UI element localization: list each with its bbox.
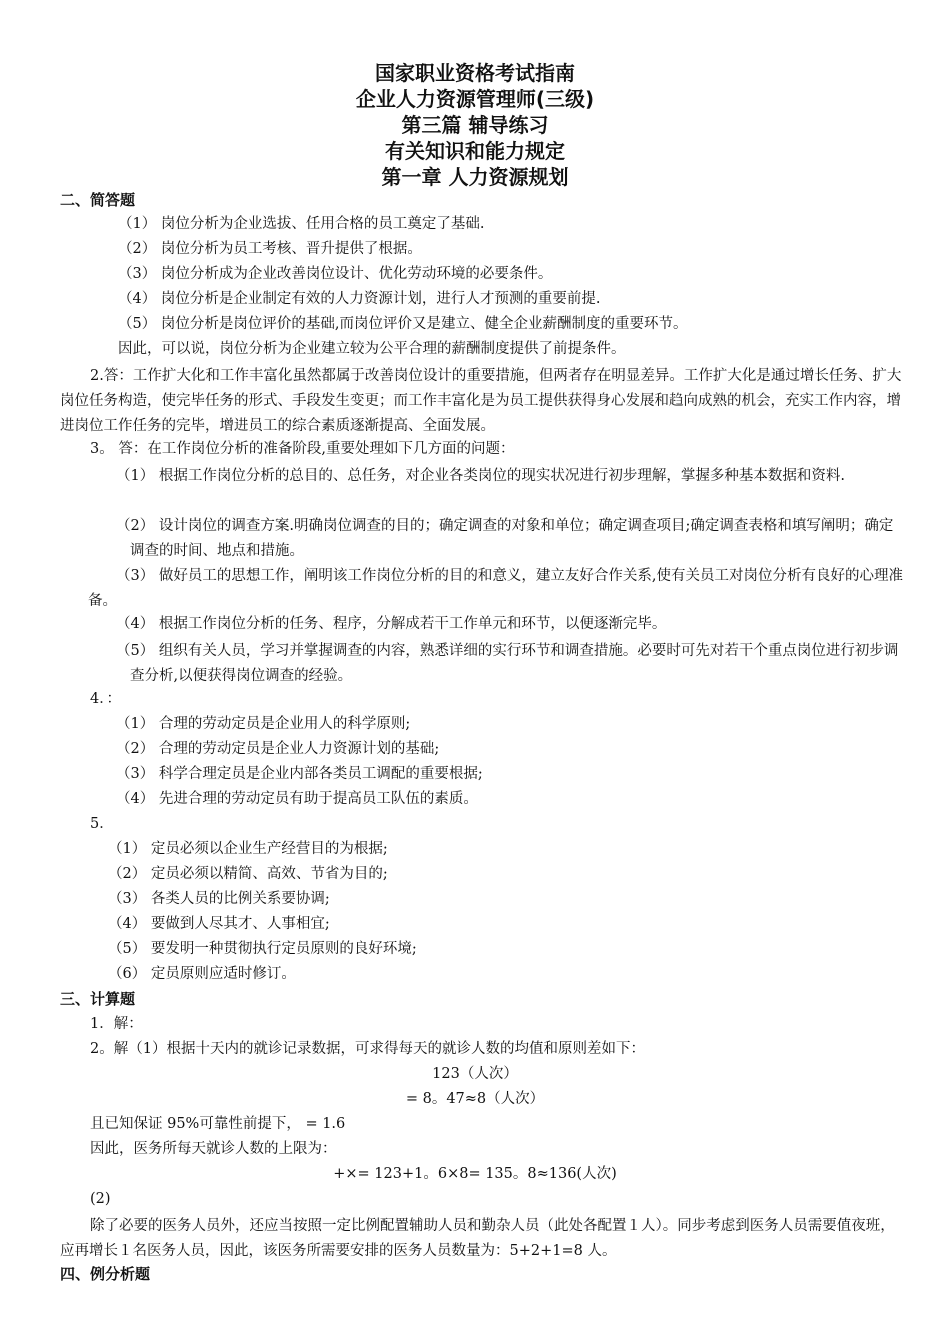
doc-subtitle: 企业人力资源管理师(三级) (355, 87, 595, 111)
chapter-title: 第一章 人力资源规划 (381, 165, 569, 189)
paragraph: 且已知保证 95%可靠性前提下， = 1.6 (90, 1116, 346, 1132)
list-item: （2） 合理的劳动定员是企业人力资源计划的基础; (116, 741, 440, 757)
paragraph: 3。 答：在工作岗位分析的准备阶段,重要处理如下几方面的问题： (90, 441, 515, 457)
formula: +×= 123+1。6×8= 135。8≈136(人次) (333, 1166, 617, 1182)
list-item: （1） 合理的劳动定员是企业用人的科学原则; (116, 716, 411, 732)
list-item: （5） 组织有关人员，学习并掌握调查的内容，熟悉详细的实行环节和调查措施。必要时可先对若干个重点岗位进行初步调查分析,以便获得岗位调查的经验。 (116, 643, 899, 684)
list-item: （1） 定员必须以企业生产经营目的为根据; (108, 841, 388, 857)
list-item: （1） 根据工作岗位分析的总目的、总任务，对企业各类岗位的现实状况进行初步理解，掌握多种基本数据和资料. (116, 468, 845, 484)
list-item: （3） 做好员工的思想工作，阐明该工作岗位分析的目的和意义，建立友好合作关系,使有关员工对岗位分析有良好的心理准备。 (88, 568, 903, 609)
list-item: （5） 要发明一种贯彻执行定员原则的良好环境; (108, 941, 417, 957)
list-item: （4） 先进合理的劳动定员有助于提高员工队伍的素质。 (116, 791, 478, 807)
list-item: （1） 岗位分析为企业选拔、任用合格的员工奠定了基础. (118, 216, 485, 232)
part-title: 第三篇 辅导练习 (401, 113, 549, 137)
doc-title: 国家职业资格考试指南 (375, 61, 575, 85)
list-item: （2） 定员必须以精简、高效、节省为目的; (108, 866, 388, 882)
section-heading-short-answer: 二、简答题 (60, 191, 136, 209)
formula: 123（人次） (432, 1066, 518, 1082)
list-item: （2） 岗位分析为员工考核、晋升提供了根据。 (118, 241, 422, 257)
list-item: （5） 岗位分析是岗位评价的基础,而岗位评价又是建立、健全企业薪酬制度的重要环节。 (118, 316, 688, 332)
list-item: （3） 科学合理定员是企业内部各类员工调配的重要根据; (116, 766, 483, 782)
list-item: （4） 岗位分析是企业制定有效的人力资源计划，进行人才预测的重要前提. (118, 291, 601, 307)
paragraph: 1．解： (90, 1016, 143, 1032)
paragraph: 2.答：工作扩大化和工作丰富化虽然都属于改善岗位设计的重要措施，但两者存在明显差异。工作扩大化是通过增长任务、扩大岗位任务构造，使完毕任务的形式、手段发生变更；而工作丰富化是为员工提供获得身心发展和趋向成熟的机会，充实工作内容，增进岗位工作任务的完毕，增进员工的综合素质逐渐提高、全面发展。 (60, 368, 902, 434)
paragraph: 除了必要的医务人员外，还应当按照一定比例配置辅助人员和勤杂人员（此处各配置１人）。同步考虑到医务人员需要值夜班，应再增长１名医务人员，因此，该医务所需要安排的医务人员数量为：5+2+1=8 人。 (60, 1218, 895, 1259)
paragraph: (2) (90, 1191, 111, 1207)
section-heading-calculation: 三、计算题 (60, 990, 136, 1008)
list-item: （3） 岗位分析成为企业改善岗位设计、优化劳动环境的必要条件。 (118, 266, 553, 282)
paragraph: 4．： (90, 691, 121, 707)
paragraph: 5． (90, 816, 114, 832)
section-heading-case-analysis: 四、例分析题 (60, 1265, 151, 1283)
formula: = 8。47≈8（人次） (405, 1091, 545, 1107)
paragraph: 2。解（1）根据十天内的就诊记录数据，可求得每天的就诊人数的均值和原则差如下： (90, 1041, 645, 1057)
list-item: （6） 定员原则应适时修订。 (108, 966, 296, 982)
section-title: 有关知识和能力规定 (385, 139, 565, 163)
paragraph: 因此，可以说，岗位分析为企业建立较为公平合理的薪酬制度提供了前提条件。 (118, 341, 626, 357)
list-item: （3） 各类人员的比例关系要协调; (108, 891, 330, 907)
list-item: （4） 要做到人尽其才、人事相宜; (108, 916, 330, 932)
list-item: （2） 设计岗位的调查方案.明确岗位调查的目的；确定调查的对象和单位；确定调查项目;确定调查表格和填写阐明；确定调查的时间、地点和措施。 (116, 518, 894, 559)
list-item: （4） 根据工作岗位分析的任务、程序，分解成若干工作单元和环节，以便逐渐完毕。 (116, 616, 667, 632)
paragraph: 因此，医务所每天就诊人数的上限为： (90, 1141, 337, 1157)
title-block (0, 60, 950, 190)
